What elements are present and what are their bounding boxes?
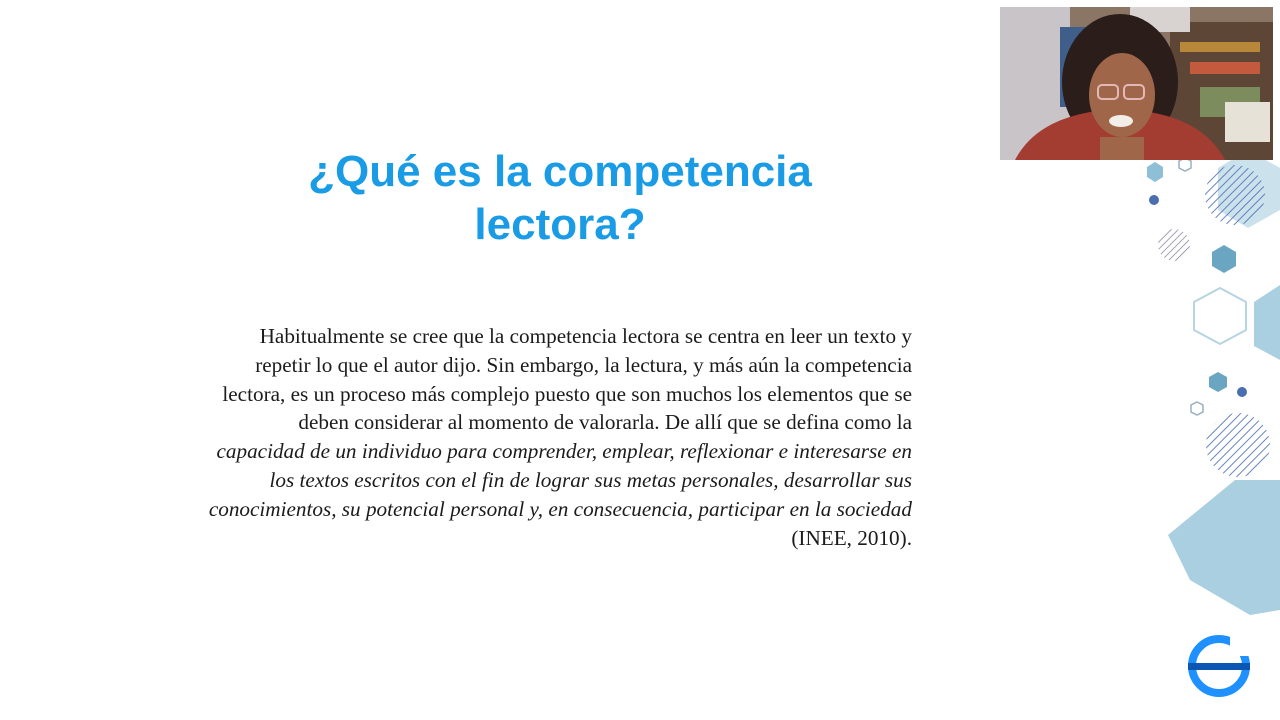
slide-title bbox=[200, 145, 920, 251]
slide-title-line-2: lectora? bbox=[474, 200, 646, 249]
hexagon-shape bbox=[1168, 480, 1280, 615]
slide-paragraph bbox=[205, 322, 912, 552]
hexagon-pattern-icon bbox=[1130, 150, 1280, 630]
hexagon-shape bbox=[1191, 402, 1203, 415]
g-logo-icon[interactable] bbox=[1184, 630, 1254, 700]
paragraph-citation: (INEE, 2010). bbox=[791, 525, 912, 550]
hexagon-shape bbox=[1212, 245, 1236, 273]
paragraph-plain-text: Habitualmente se cree que la competencia lectora se centra en leer un texto y repetir lo que el autor dijo. Sin embargo, la lectura, y más aún la competencia lectora, es un proceso más complejo puesto que son muchos los elementos que se deben considerar al momento de valorarla. De allí que se defina como la bbox=[222, 324, 912, 435]
slide-title-line-1: ¿Qué es la competencia bbox=[308, 147, 812, 196]
hexagon-shape bbox=[1194, 288, 1246, 344]
presenter-webcam-feed bbox=[1000, 7, 1273, 160]
paragraph-italic-definition: capacidad de un individuo para comprender, emplear, reflexionar e interesarse en los textos escritos con el fin de lograr sus metas personales, desarrollar sus conocimientos, su potencial personal y, en consecuencia, participar en la sociedad bbox=[208, 439, 912, 521]
hexagon-shape bbox=[1147, 162, 1163, 182]
hexagon-shape bbox=[1254, 285, 1280, 360]
hexagon-shape bbox=[1209, 372, 1227, 392]
